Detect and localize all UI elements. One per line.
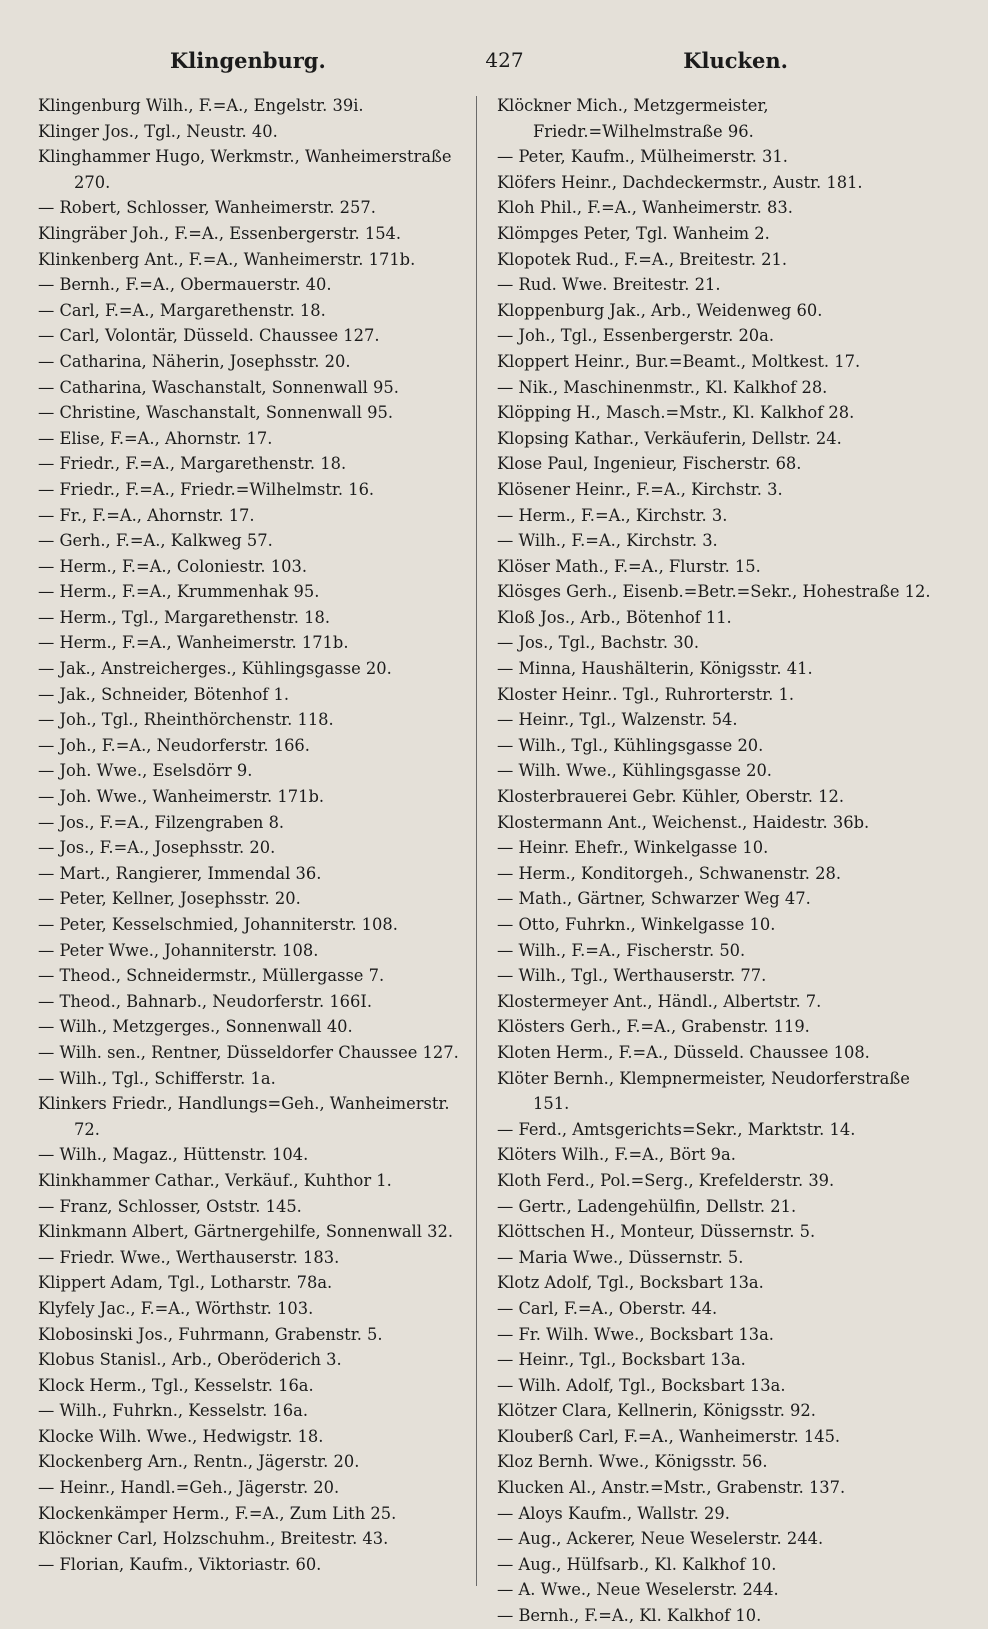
directory-entry: — Wilh., Tgl., Werthauserstr. 77. [497, 966, 767, 986]
directory-entry: Klopsing Kathar., Verkäuferin, Dellstr. 24. [497, 428, 842, 448]
directory-entry: Klocke Wilh. Wwe., Hedwigstr. 18. [38, 1426, 324, 1446]
directory-entry: — Robert, Schlosser, Wanheimerstr. 257. [38, 198, 376, 218]
directory-entry: Klöters Wilh., F.=A., Bört 9a. [497, 1145, 736, 1165]
directory-entry: Kloß Jos., Arb., Bötenhof 11. [497, 607, 732, 627]
directory-entry: Klockenberg Arn., Rentn., Jägerstr. 20. [38, 1452, 360, 1472]
directory-entry: Klösener Heinr., F.=A., Kirchstr. 3. [497, 479, 783, 499]
directory-entry: — Wilh. Adolf, Tgl., Bocksbart 13a. [497, 1375, 786, 1395]
left-column [38, 93, 462, 1583]
directory-entry: — Aug., Hülfsarb., Kl. Kalkhof 10. [497, 1554, 777, 1574]
directory-entry: Klyfely Jac., F.=A., Wörthstr. 103. [38, 1298, 314, 1318]
directory-entry: Klötzer Clara, Kellnerin, Königsstr. 92. [497, 1401, 816, 1421]
directory-entry: Klockenkämper Herm., F.=A., Zum Lith 25. [38, 1503, 397, 1523]
directory-entry: — Aug., Ackerer, Neue Weselerstr. 244. [497, 1529, 824, 1549]
directory-entry: — Wilh., Tgl., Schifferstr. 1a. [38, 1068, 276, 1088]
directory-entry: — Math., Gärtner, Schwarzer Weg 47. [497, 889, 811, 909]
directory-entry: — Jos., F.=A., Filzengraben 8. [38, 812, 285, 832]
directory-entry: — Friedr., F.=A., Friedr.=Wilhelmstr. 16. [38, 479, 375, 499]
directory-entry: Klose Paul, Ingenieur, Fischerstr. 68. [497, 454, 802, 474]
directory-entry: — Herm., Tgl., Margarethenstr. 18. [38, 607, 331, 627]
directory-entry: — Jos., F.=A., Josephsstr. 20. [38, 838, 276, 858]
directory-entry: — Wilh., Metzgerges., Sonnenwall 40. [38, 1017, 353, 1037]
directory-entry: Klinkhammer Cathar., Verkäuf., Kuhthor 1. [38, 1170, 392, 1190]
directory-entry: — Herm., F.=A., Wanheimerstr. 171b. [38, 633, 349, 653]
directory-entry: — Wilh. sen., Rentner, Düsseldorfer Chaussee 127. [38, 1042, 459, 1062]
directory-entry: Klobosinski Jos., Fuhrmann, Grabenstr. 5. [38, 1324, 383, 1344]
page-number: 427 [485, 48, 524, 72]
directory-entry: Klinkers Friedr., Handlungs=Geh., Wanheimerstr. 72. [38, 1094, 450, 1139]
directory-entry: — Bernh., F.=A., Obermauerstr. 40. [38, 275, 332, 295]
directory-entry: — Friedr., F.=A., Margarethenstr. 18. [38, 454, 347, 474]
directory-entry: — Wilh. Wwe., Kühlingsgasse 20. [497, 761, 772, 781]
directory-entry: Kloppert Heinr., Bur.=Beamt., Moltkest. 17. [497, 351, 861, 371]
directory-entry: — Fr., F.=A., Ahornstr. 17. [38, 505, 255, 525]
header-right-keyword: Klucken. [683, 47, 788, 73]
directory-entry: — Minna, Haushälterin, Königsstr. 41. [497, 659, 813, 679]
directory-entry: — Ferd., Amtsgerichts=Sekr., Marktstr. 14. [497, 1119, 856, 1139]
directory-entry: Klösges Gerh., Eisenb.=Betr.=Sekr., Hohestraße 12. [497, 582, 931, 602]
directory-entry: Klostermeyer Ant., Händl., Albertstr. 7. [497, 991, 822, 1011]
directory-entry: — Herm., Konditorgeh., Schwanenstr. 28. [497, 863, 842, 883]
directory-entry: — Theod., Schneidermstr., Müllergasse 7. [38, 966, 385, 986]
directory-entry: — Rud. Wwe. Breitestr. 21. [497, 275, 721, 295]
directory-entry: Klömpges Peter, Tgl. Wanheim 2. [497, 223, 770, 243]
directory-entry: Klöser Math., F.=A., Flurstr. 15. [497, 556, 761, 576]
directory-entry: — Wilh., Magaz., Hüttenstr. 104. [38, 1145, 309, 1165]
directory-entry: Klingräber Joh., F.=A., Essenbergerstr. 154. [38, 223, 402, 243]
directory-entry: — Joh. Wwe., Wanheimerstr. 171b. [38, 787, 325, 807]
directory-entry: — Herm., F.=A., Kirchstr. 3. [497, 505, 728, 525]
directory-entry: — Joh. Wwe., Eselsdörr 9. [38, 761, 253, 781]
directory-entry: Klinghammer Hugo, Werkmstr., Wanheimerstraße 270. [38, 147, 452, 192]
directory-entry: — Christine, Waschanstalt, Sonnenwall 95. [38, 403, 394, 423]
directory-entry: — Carl, F.=A., Oberstr. 44. [497, 1298, 718, 1318]
directory-entry: — Jak., Schneider, Bötenhof 1. [38, 684, 290, 704]
directory-entry: — Bernh., F.=A., Kl. Kalkhof 10. [497, 1606, 762, 1626]
directory-entry: Klöckner Mich., Metzgermeister, Friedr.=Wilhelmstraße 96. [497, 96, 769, 141]
directory-entry: — Otto, Fuhrkn., Winkelgasse 10. [497, 915, 776, 934]
directory-entry: Klopotek Rud., F.=A., Breitestr. 21. [497, 249, 788, 269]
directory-entry: Kloten Herm., F.=A., Düsseld. Chaussee 108. [497, 1042, 870, 1062]
directory-entry: Klöter Bernh., Klempnermeister, Neudorferstraße 151. [497, 1068, 910, 1114]
directory-entry: — Carl, F.=A., Margarethenstr. 18. [38, 300, 326, 320]
directory-entry: Klostermann Ant., Weichenst., Haidestr. 36b. [497, 812, 870, 832]
directory-entry: Kloh Phil., F.=A., Wanheimerstr. 83. [497, 198, 793, 218]
directory-entry: Klouberß Carl, F.=A., Wanheimerstr. 145. [497, 1426, 841, 1446]
directory-entry: — Herm., F.=A., Coloniestr. 103. [38, 556, 307, 576]
directory-entry: Klöpping H., Masch.=Mstr., Kl. Kalkhof 28. [497, 403, 855, 423]
directory-entry: Klinkenberg Ant., F.=A., Wanheimerstr. 171b. [38, 249, 416, 269]
directory-entry: Klinkmann Albert, Gärtnergehilfe, Sonnenwall 32. [38, 1222, 454, 1242]
directory-entry: — Herm., F.=A., Krummenhak 95. [38, 582, 320, 602]
directory-entry: Klucken Al., Anstr.=Mstr., Grabenstr. 137. [497, 1478, 846, 1498]
directory-entry: — Heinr., Tgl., Bocksbart 13a. [497, 1350, 746, 1370]
directory-entry: Klösters Gerh., F.=A., Grabenstr. 119. [497, 1017, 810, 1037]
directory-entry: — Theod., Bahnarb., Neudorferstr. 166I. [38, 991, 373, 1011]
directory-entry: Klöttschen H., Monteur, Düssernstr. 5. [497, 1222, 816, 1242]
page-header [30, 40, 958, 80]
directory-entry: — Carl, Volontär, Düsseld. Chaussee 127. [38, 326, 380, 346]
directory-entry: — Fr. Wilh. Wwe., Bocksbart 13a. [497, 1324, 774, 1344]
directory-entry: — Joh., F.=A., Neudorferstr. 166. [38, 735, 310, 755]
directory-entry: Klöfers Heinr., Dachdeckermstr., Austr. 181. [497, 172, 863, 192]
directory-entry: — Mart., Rangierer, Immendal 36. [38, 863, 322, 883]
directory-entry: — Jak., Anstreicherges., Kühlingsgasse 20. [38, 659, 392, 679]
directory-entry: — Maria Wwe., Düssernstr. 5. [497, 1247, 744, 1267]
directory-entry: — Aloys Kaufm., Wallstr. 29. [497, 1503, 730, 1523]
directory-entry: Kloth Ferd., Pol.=Serg., Krefelderstr. 39. [497, 1170, 835, 1190]
directory-entry: — Peter, Kaufm., Mülheimerstr. 31. [497, 147, 788, 167]
directory-entry: Kloppenburg Jak., Arb., Weidenweg 60. [497, 300, 823, 320]
directory-entry: — Heinr., Tgl., Walzenstr. 54. [497, 710, 738, 730]
directory-entry: — Catharina, Waschanstalt, Sonnenwall 95. [38, 377, 399, 397]
directory-entry: — Wilh., F.=A., Kirchstr. 3. [497, 531, 718, 551]
directory-entry: Klinger Jos., Tgl., Neustr. 40. [38, 121, 278, 141]
directory-entry: — Elise, F.=A., Ahornstr. 17. [38, 428, 273, 448]
directory-entry: — Peter, Kesselschmied, Johanniterstr. 108. [38, 915, 398, 934]
directory-entry: Klippert Adam, Tgl., Lotharstr. 78a. [38, 1273, 333, 1293]
directory-entry: Klosterbrauerei Gebr. Kühler, Oberstr. 12. [497, 787, 845, 807]
directory-entry: — Heinr. Ehefr., Winkelgasse 10. [497, 838, 769, 858]
directory-entry: — Wilh., F.=A., Fischerstr. 50. [497, 940, 746, 960]
directory-entry: — Joh., Tgl., Essenbergerstr. 20a. [497, 326, 775, 346]
directory-entry: Klingenburg Wilh., F.=A., Engelstr. 39i. [38, 96, 364, 115]
directory-entry: — Nik., Maschinenmstr., Kl. Kalkhof 28. [497, 377, 828, 397]
directory-entry: — A. Wwe., Neue Weselerstr. 244. [497, 1580, 779, 1600]
directory-entry: Kloster Heinr.. Tgl., Ruhrorterstr. 1. [497, 684, 795, 704]
directory-entry: — Joh., Tgl., Rheinthörchenstr. 118. [38, 710, 334, 730]
directory-entry: — Gerh., F.=A., Kalkweg 57. [38, 531, 273, 551]
directory-entry: — Wilh., Tgl., Kühlingsgasse 20. [497, 735, 764, 755]
directory-entry: — Friedr. Wwe., Werthauserstr. 183. [38, 1247, 340, 1267]
directory-entry: — Catharina, Näherin, Josephsstr. 20. [38, 351, 351, 371]
directory-entry: Klotz Adolf, Tgl., Bocksbart 13a. [497, 1273, 764, 1293]
directory-entry: — Heinr., Handl.=Geh., Jägerstr. 20. [38, 1478, 340, 1498]
directory-entry: Klobus Stanisl., Arb., Oberöderich 3. [38, 1350, 342, 1370]
directory-entry: — Gertr., Ladengehülfin, Dellstr. 21. [497, 1196, 797, 1216]
directory-entry: — Peter, Kellner, Josephsstr. 20. [38, 889, 301, 909]
directory-entry: — Wilh., Fuhrkn., Kesselstr. 16a. [38, 1401, 309, 1421]
directory-entry: — Jos., Tgl., Bachstr. 30. [497, 633, 700, 653]
right-column [497, 93, 933, 1626]
directory-entry: — Florian, Kaufm., Viktoriastr. 60. [38, 1554, 322, 1574]
directory-entry: Kloz Bernh. Wwe., Königsstr. 56. [497, 1452, 768, 1472]
directory-entry: Klock Herm., Tgl., Kesselstr. 16a. [38, 1375, 314, 1395]
directory-entry: — Franz, Schlosser, Oststr. 145. [38, 1196, 302, 1216]
directory-entry: Klöckner Carl, Holzschuhm., Breitestr. 43. [38, 1529, 389, 1549]
column-divider [476, 96, 477, 1586]
header-left-keyword: Klingenburg. [170, 47, 326, 73]
directory-entry: — Peter Wwe., Johanniterstr. 108. [38, 940, 319, 960]
